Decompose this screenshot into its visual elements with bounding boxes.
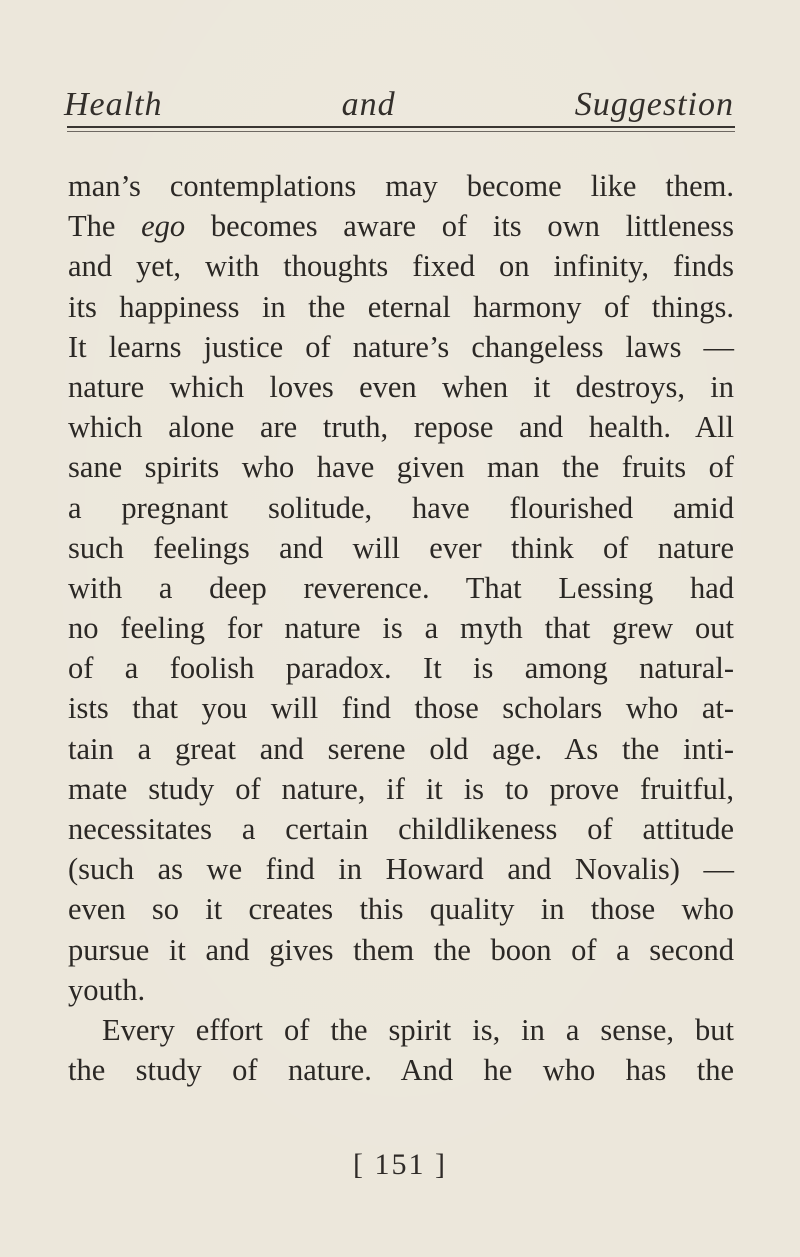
text-line: necessitates a certain childlikeness of attitude bbox=[68, 812, 734, 846]
text-line: mate study of nature, if it is to prove fruitful, bbox=[68, 771, 734, 806]
page-number: [ 151 ] bbox=[353, 1148, 447, 1181]
text-line: no feeling for nature is a myth that grew out bbox=[68, 611, 734, 646]
running-head-word: and bbox=[341, 86, 396, 123]
text-line: Every effort of the spirit is, in a sense, but bbox=[102, 1012, 734, 1047]
text-line: tain a great and serene old age. As the inti- bbox=[68, 731, 734, 766]
text-line: even so it creates this quality in those who bbox=[68, 892, 734, 927]
text-line: youth. bbox=[68, 972, 146, 1007]
text-line: (such as we find in Howard and Novalis) — bbox=[68, 852, 734, 887]
text-line: and yet, with thoughts fixed on infinity, finds bbox=[68, 249, 734, 284]
running-head-word: Suggestion bbox=[574, 86, 734, 123]
header-rule-thin bbox=[67, 131, 735, 132]
running-head-word: Health bbox=[64, 86, 163, 123]
text-line: such feelings and will ever think of nature bbox=[68, 530, 734, 565]
text-line: ists that you will find those scholars who at- bbox=[68, 691, 734, 726]
text-line: man’s contemplations may become like them. bbox=[68, 169, 734, 203]
body-text bbox=[68, 166, 734, 1090]
text-line: its happiness in the eternal harmony of things. bbox=[68, 289, 734, 324]
text-line: nature which loves even when it destroys, in bbox=[68, 369, 734, 404]
text-line: of a foolish paradox. It is among natural- bbox=[68, 651, 734, 686]
text-line: The ego becomes aware of its own littleness bbox=[68, 209, 735, 244]
text-line: pursue it and gives them the boon of a second bbox=[68, 932, 734, 967]
text-line: a pregnant solitude, have flourished amid bbox=[68, 490, 734, 525]
text-line: It learns justice of nature’s changeless laws — bbox=[68, 329, 734, 364]
text-line: the study of nature. And he who has the bbox=[68, 1053, 734, 1088]
running-head bbox=[64, 86, 734, 124]
text-line: which alone are truth, repose and health. All bbox=[68, 410, 734, 445]
text-line: with a deep reverence. That Lessing had bbox=[68, 570, 734, 605]
header-rule bbox=[67, 126, 735, 128]
emphasized-word: ego bbox=[141, 209, 186, 244]
text-line: sane spirits who have given man the fruits of bbox=[68, 450, 734, 485]
